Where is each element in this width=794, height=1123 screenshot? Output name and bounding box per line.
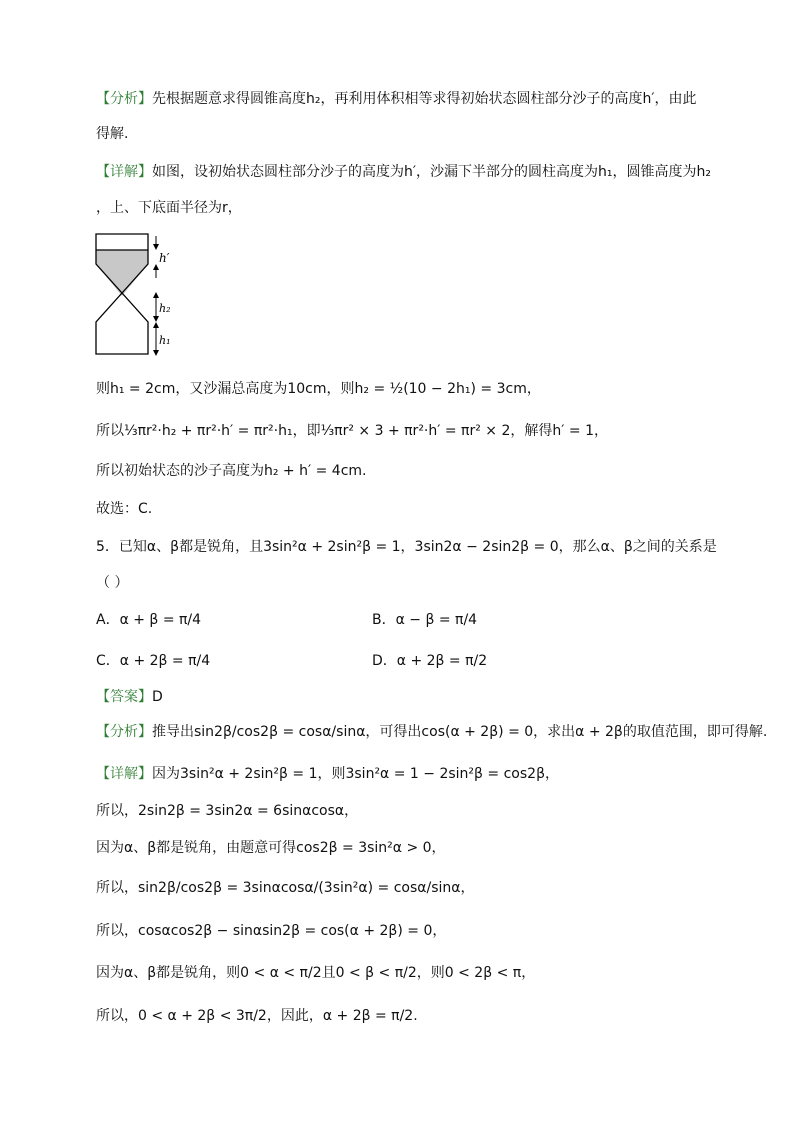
- analysis-tag: 【分析】: [96, 91, 152, 107]
- solution-line-2: 所以⅓πr²·h₂ + πr²·h′ = πr²·h₁，即⅓πr² × 3 + πr²·h′ = πr² × 2，解得h′ = 1，: [96, 423, 608, 439]
- option-a: A．α + β = π/4: [96, 612, 202, 628]
- answer-value: D: [152, 689, 163, 705]
- step-line-6: 所以，0 < α + 2β < 3π/2，因此，α + 2β = π/2.: [96, 1008, 418, 1024]
- step-line-4: 所以，cosαcos2β − sinαsin2β = cos(α + 2β) = 0，: [96, 923, 447, 939]
- label-h1: h₁: [159, 334, 171, 347]
- answer-tag: 【答案】: [96, 689, 152, 705]
- step-line-2: 因为α、β都是锐角，由题意可得cos2β = 3sin²α > 0，: [96, 840, 446, 856]
- detail-paragraph-1-cont: ，上、下底面半径为r，: [96, 200, 242, 216]
- analysis-paragraph-1: [96, 89, 697, 109]
- analysis-paragraph-1-cont: 得解.: [96, 126, 129, 142]
- detail-tag-2: 【详解】: [96, 766, 152, 782]
- option-d: D．α + 2β = π/2: [372, 653, 488, 669]
- analysis-text-2: 推导出sin2β/cos2β = cosα/sinα，可得出cos(α + 2β) = 0，求出α + 2β的取值范围，即可得解.: [152, 724, 768, 740]
- option-b: B．α − β = π/4: [372, 612, 478, 628]
- hourglass-figure: [94, 228, 184, 360]
- solution-line-1: 则h₁ = 2cm，又沙漏总高度为10cm，则h₂ = ½(10 − 2h₁) = 3cm，: [96, 381, 541, 397]
- detail-text-2: 因为3sin²α + 2sin²β = 1，则3sin²α = 1 − 2sin²β = cos2β，: [152, 766, 559, 782]
- answer-line: 故选：C.: [96, 501, 153, 517]
- detail-paragraph-2: [96, 764, 559, 784]
- option-c: C．α + 2β = π/4: [96, 653, 211, 669]
- solution-line-3: 所以初始状态的沙子高度为h₂ + h′ = 4cm.: [96, 463, 367, 479]
- step-line-1: 所以，2sin2β = 3sin2α = 6sinαcosα，: [96, 803, 359, 819]
- label-h2: h₂: [159, 302, 171, 315]
- analysis-paragraph-2: [96, 722, 767, 742]
- analysis-tag-2: 【分析】: [96, 724, 152, 740]
- question-5-stem: 5．已知α、β都是锐角，且3sin²α + 2sin²β = 1，3sin2α − 2sin2β = 0，那么α、β之间的关系是: [96, 539, 717, 555]
- answer-paragraph: [96, 687, 163, 707]
- step-line-5: 因为α、β都是锐角，则0 < α < π/2且0 < β < π/2，则0 < 2β < π，: [96, 965, 536, 981]
- detail-text: 如图，设初始状态圆柱部分沙子的高度为h′，沙漏下半部分的圆柱高度为h₁，圆锥高度为h₂: [152, 164, 712, 180]
- question-5-blank: （ ）: [96, 575, 129, 591]
- analysis-text: 先根据题意求得圆锥高度h₂，再利用体积相等求得初始状态圆柱部分沙子的高度h′，由此: [152, 91, 697, 107]
- step-line-3: 所以，sin2β/cos2β = 3sinαcosα/(3sin²α) = cosα/sinα，: [96, 880, 475, 896]
- detail-tag: 【详解】: [96, 164, 152, 180]
- detail-paragraph-1: [96, 162, 711, 182]
- label-h-prime: h′: [159, 251, 170, 265]
